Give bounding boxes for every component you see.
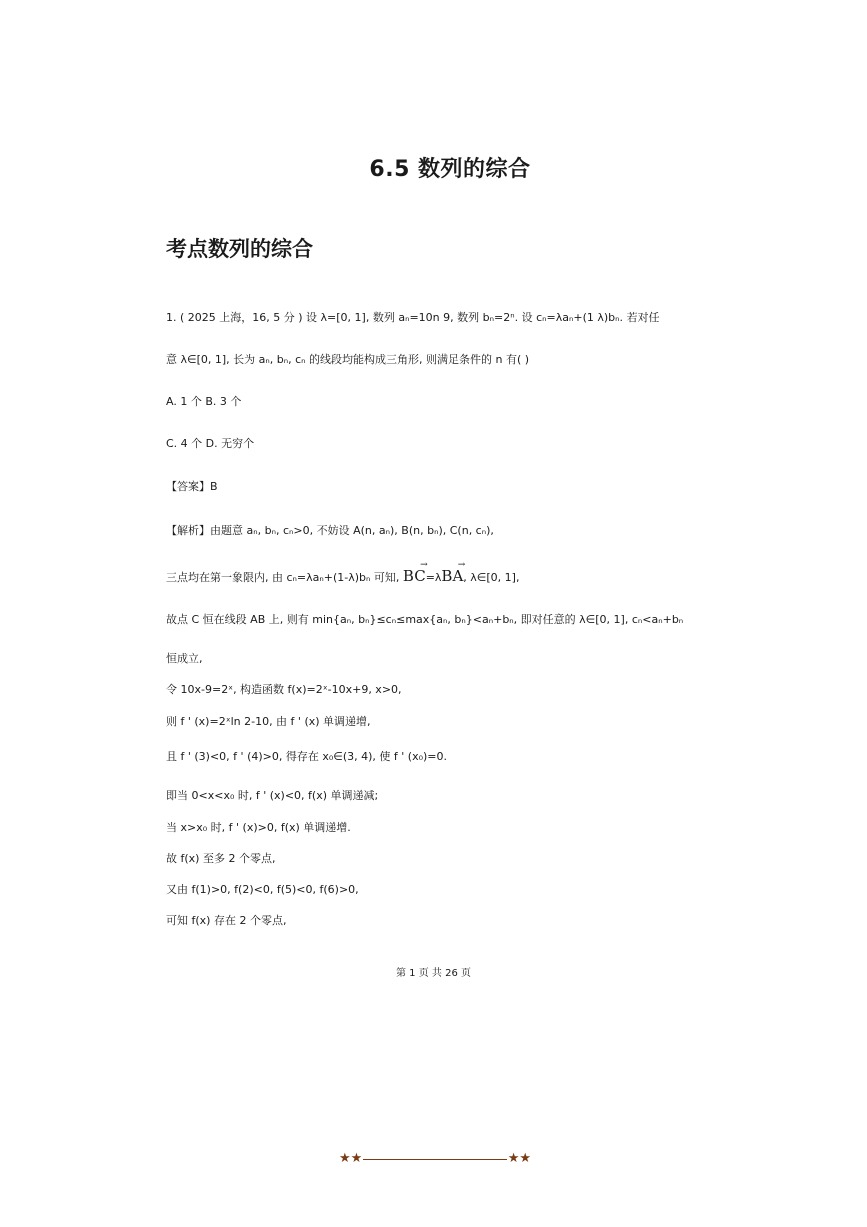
star-left-icon: ★★ (339, 1151, 363, 1166)
analysis-line-8: 即当 0<x<x₀ 时, f ' (x)<0, f(x) 单调递减; (166, 789, 379, 802)
section-heading: 考点数列的综合 (166, 237, 313, 261)
analysis-line-7: 且 f ' (3)<0, f ' (4)>0, 得存在 x₀∈(3, 4), 使 f ' (x₀)=0. (166, 750, 448, 763)
analysis-line-12: 可知 f(x) 存在 2 个零点, (166, 914, 287, 927)
star-right-icon: ★★ (507, 1151, 531, 1166)
question-line-1: 1. ( 2025 上海，16, 5 分 ) 设 λ=[0, 1], 数列 aₙ=10n 9, 数列 bₙ=2ⁿ. 设 cₙ=λaₙ+(1 λ)bₙ. 若对任 (166, 311, 660, 324)
analysis-line-3: 故点 C 恒在线段 AB 上, 则有 min{aₙ, bₙ}≤cₙ≤max{aₙ, bₙ}<aₙ+bₙ, 即对任意的 λ∈[0, 1], cₙ<aₙ+bₙ (166, 613, 684, 626)
footer-ornament (339, 1151, 531, 1167)
analysis-line-4: 恒成立, (166, 652, 203, 665)
vector-bc: → BC (403, 567, 426, 585)
analysis-line-5: 令 10x-9=2ˣ, 构造函数 f(x)=2ˣ-10x+9, x>0, (166, 683, 402, 696)
page-title: 6.5 数列的综合 (369, 157, 531, 182)
analysis-line-10: 故 f(x) 至多 2 个零点, (166, 852, 276, 865)
analysis-line-2-text: 三点均在第一象限内, 由 cₙ=λaₙ+(1-λ)bₙ 可知, (166, 571, 403, 584)
analysis-line-9: 当 x>x₀ 时, f ' (x)>0, f(x) 单调递增. (166, 821, 351, 834)
vector-ba: → BA (441, 567, 463, 585)
option-c-d: C. 4 个 D. 无穷个 (166, 437, 255, 450)
option-a-b: A. 1 个 B. 3 个 (166, 395, 242, 408)
vector-equals: =λ (425, 571, 442, 584)
question-line-2: 意 λ∈[0, 1], 长为 aₙ, bₙ, cₙ 的线段均能构成三角形, 则满足条件的 n 有( ) (166, 353, 530, 366)
analysis-line-2-tail: , λ∈[0, 1], (463, 571, 520, 584)
answer-line: 【答案】B (166, 480, 218, 493)
analysis-line-1: 【解析】由题意 aₙ, bₙ, cₙ>0, 不妨设 A(n, aₙ), B(n, bₙ), C(n, cₙ), (166, 524, 494, 537)
page-footer: 第 1 页 共 26 页 (396, 968, 471, 979)
analysis-line-11: 又由 f(1)>0, f(2)<0, f(5)<0, f(6)>0, (166, 883, 359, 896)
ornament-rule (363, 1159, 507, 1160)
analysis-line-2 (166, 569, 519, 585)
analysis-line-6: 则 f ' (x)=2ˣln 2-10, 由 f ' (x) 单调递增, (166, 715, 371, 728)
